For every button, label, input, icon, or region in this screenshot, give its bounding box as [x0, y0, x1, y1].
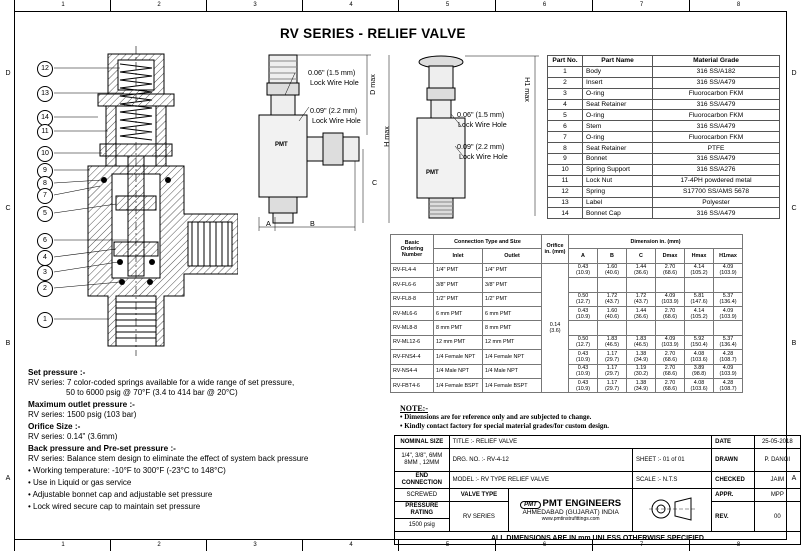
- bullet-item: • Lock wired secure cap to maintain set pressure: [28, 502, 201, 511]
- note-item: • Dimensions are for reference only and are subjected to change.: [400, 413, 592, 421]
- max-outlet-heading: Maximum outlet pressure :-: [28, 400, 135, 409]
- revision-label: REV.: [712, 502, 755, 532]
- dimension-cell: [685, 321, 714, 335]
- dimension-label: C: [372, 178, 378, 187]
- table-row: [548, 99, 780, 110]
- side-letter: B: [791, 340, 797, 347]
- ruler-cell: 7: [592, 540, 690, 551]
- ordering-number-cell: RV-ML8-8: [391, 321, 434, 335]
- ruler-cell: 2: [110, 0, 207, 11]
- orifice-cell: 0.14 (3.6): [542, 263, 569, 393]
- column-header: Part No.: [548, 56, 583, 67]
- spec-text: RV series: Balance stem design to eliminate the effect of system back pressure: [28, 454, 309, 463]
- company-name: PMT ENGINEERS: [542, 498, 622, 509]
- dimension-table: [390, 234, 743, 393]
- side-letter: C: [791, 205, 797, 212]
- end-connection-value: SCREWED: [395, 489, 450, 502]
- part-balloon: 14: [37, 110, 53, 126]
- dimension-cell: 4.09 (103.9): [714, 263, 743, 277]
- outlet-cell: 1/4" PMT: [483, 263, 542, 277]
- materials-table: [547, 55, 780, 219]
- ordering-number-cell: RV-ML6-6: [391, 306, 434, 320]
- part-balloon: 12: [37, 61, 53, 77]
- part-balloon: 7: [37, 188, 53, 204]
- table-row: [548, 143, 780, 154]
- dimension-cell: [627, 321, 656, 335]
- specifications: [28, 368, 308, 512]
- part-number-cell: 9: [548, 154, 583, 165]
- part-balloon: 9: [37, 163, 53, 179]
- material-cell: Fluorocarbon FKM: [653, 88, 780, 99]
- dimension-cell: 0.50 (12.7): [569, 335, 598, 349]
- side-letter: D: [791, 70, 797, 77]
- part-balloon: 10: [37, 146, 53, 162]
- dimension-label: H1 max: [522, 77, 532, 102]
- part-balloon: 13: [37, 86, 53, 102]
- dimension-cell: 5.37 (136.4): [714, 292, 743, 306]
- ruler-cell: 3: [206, 540, 303, 551]
- part-balloon: 11: [37, 124, 53, 140]
- dimension-cell: 4.09 (103.9): [714, 306, 743, 320]
- column-header: Material Grade: [653, 56, 780, 67]
- dimension-cell: 4.09 (103.9): [656, 292, 685, 306]
- part-name-cell: Stem: [583, 121, 653, 132]
- part-balloon: 1: [37, 312, 53, 328]
- ruler-cell: 5: [398, 0, 496, 11]
- part-name-cell: Bonnet: [583, 154, 653, 165]
- dimension-cell: 4.28 (108.7): [714, 378, 743, 392]
- column-header: H1max: [714, 249, 743, 263]
- note-box: [400, 404, 609, 431]
- dimension-cell: [714, 278, 743, 292]
- model-field: MODEL :- RV TYPE RELIEF VALVE: [449, 472, 632, 489]
- checked-value: JAIM: [754, 472, 800, 489]
- dimension-cell: 0.43 (10.9): [569, 263, 598, 277]
- dimension-cell: 4.14 (105.2): [685, 306, 714, 320]
- material-cell: 316 SS/A479: [653, 154, 780, 165]
- company-website: www.pmtinstrufittings.com: [541, 516, 600, 522]
- table-header-row: [548, 56, 780, 67]
- lock-wire-label: 0.06" (1.5 mm): [308, 68, 356, 77]
- table-row: [548, 164, 780, 175]
- column-header: Part Name: [583, 56, 653, 67]
- dimension-cell: [656, 321, 685, 335]
- ordering-number-cell: RV-FL8-8: [391, 292, 434, 306]
- dimension-cell: 1.17 (29.7): [598, 364, 627, 378]
- title-block: [394, 435, 801, 545]
- ordering-number-cell: RV-NS4-4: [391, 364, 434, 378]
- dimension-cell: 1.17 (29.7): [598, 378, 627, 392]
- dimension-cell: 3.89 (98.8): [685, 364, 714, 378]
- bullet-item: • Working temperature: -10°F to 300°F (-23°C to 148°C): [28, 466, 226, 475]
- column-header: A: [569, 249, 598, 263]
- projection-symbol: [633, 489, 712, 532]
- inlet-cell: 1/2" PMT: [434, 292, 483, 306]
- dimension-cell: 4.09 (103.9): [656, 335, 685, 349]
- part-number-cell: 12: [548, 186, 583, 197]
- outlet-cell: 1/4 Female NPT: [483, 350, 542, 364]
- column-header: Outlet: [483, 249, 542, 263]
- dimension-cell: 1.72 (43.7): [598, 292, 627, 306]
- date-value: 25-05-2018: [754, 436, 800, 449]
- side-letter: A: [791, 475, 797, 482]
- table-row: [548, 154, 780, 165]
- ordering-number-cell: RV-FBT4-6: [391, 378, 434, 392]
- title-field: TITLE :- RELIEF VALVE: [449, 436, 712, 449]
- pressure-rating-label: PRESSURE RATING: [395, 502, 450, 519]
- sheet-number: SHEET :- 01 of 01: [633, 449, 712, 472]
- company-address: AHMEDABAD (GUJARAT) INDIA: [522, 509, 619, 516]
- dimension-cell: 2.70 (68.6): [656, 364, 685, 378]
- lock-wire-label: 0.06" (1.5 mm): [457, 110, 505, 119]
- ruler-cell: 2: [110, 540, 207, 551]
- dimension-cell: 5.92 (150.4): [685, 335, 714, 349]
- dimension-cell: 1.60 (40.6): [598, 306, 627, 320]
- lock-wire-label: Lock Wire Hole: [459, 152, 508, 161]
- ruler-cell: 8: [689, 540, 787, 551]
- scale-field: SCALE :- N.T.S: [633, 472, 712, 489]
- dimension-cell: 1.83 (46.5): [627, 335, 656, 349]
- part-name-cell: O-ring: [583, 88, 653, 99]
- ruler-cell: 4: [302, 540, 399, 551]
- outlet-cell: 6 mm PMT: [483, 306, 542, 320]
- column-header: C: [627, 249, 656, 263]
- bullet-item: • Use in Liquid or gas service: [28, 478, 132, 487]
- dimension-cell: 0.50 (12.7): [569, 292, 598, 306]
- inlet-cell: 6 mm PMT: [434, 306, 483, 320]
- dimension-cell: 4.09 (103.9): [714, 364, 743, 378]
- drawn-value: P. DANGI: [754, 449, 800, 472]
- approved-label: APPR.: [712, 489, 755, 502]
- outlet-cell: 12 mm PMT: [483, 335, 542, 349]
- dimension-cell: 2.70 (68.6): [656, 263, 685, 277]
- date-label: DATE: [712, 436, 755, 449]
- dimension-cell: 2.70 (68.6): [656, 378, 685, 392]
- inlet-cell: 1/4 Male NPT: [434, 364, 483, 378]
- part-name-cell: O-ring: [583, 110, 653, 121]
- dimension-cell: [627, 278, 656, 292]
- dimension-cell: 5.37 (136.4): [714, 335, 743, 349]
- pressure-rating-value: 1500 psig: [395, 519, 450, 532]
- dimension-label: H max: [381, 126, 391, 147]
- table-row: [548, 197, 780, 208]
- ruler-cell: 6: [495, 0, 593, 11]
- material-cell: 316 SS/A182: [653, 66, 780, 77]
- part-number-cell: 6: [548, 121, 583, 132]
- table-row: [548, 132, 780, 143]
- dimension-cell: 1.44 (36.6): [627, 263, 656, 277]
- orifice-heading: Orifice Size :-: [28, 422, 81, 431]
- dimension-cell: 0.43 (10.9): [569, 306, 598, 320]
- side-letter: B: [5, 340, 11, 347]
- end-connection-label: END CONNECTION: [395, 472, 450, 489]
- spec-text: RV series: 1500 psig (103 bar): [28, 410, 137, 419]
- part-number-cell: 1: [548, 66, 583, 77]
- ordering-number-cell: RV-FNS4-4: [391, 350, 434, 364]
- part-number-cell: 14: [548, 208, 583, 219]
- lock-wire-label: 0.09" (2.2 mm): [457, 142, 505, 151]
- ruler-cell: 5: [398, 540, 496, 551]
- dimension-cell: 1.72 (43.7): [627, 292, 656, 306]
- dimension-cell: 5.81 (147.6): [685, 292, 714, 306]
- section-view-drawing: [28, 46, 238, 356]
- dimension-cell: [598, 278, 627, 292]
- ordering-number-cell: RV-FL6-6: [391, 278, 434, 292]
- back-pressure-heading: Back pressure and Pre-set pressure :-: [28, 444, 176, 453]
- dimension-cell: 0.43 (10.9): [569, 364, 598, 378]
- ordering-number-cell: RV-ML12-6: [391, 335, 434, 349]
- side-letter: D: [5, 70, 11, 77]
- note-item: • Kindly contact factory for special material grades/for custom design.: [400, 422, 610, 430]
- column-header: Connection Type and Size: [434, 235, 542, 249]
- ruler-cell: 6: [495, 540, 593, 551]
- dimension-cell: 0.43 (10.9): [569, 378, 598, 392]
- inlet-cell: 1/4 Female BSPT: [434, 378, 483, 392]
- table-row: [391, 263, 743, 277]
- company-block: [509, 489, 633, 532]
- column-header: Inlet: [434, 249, 483, 263]
- ordering-number-cell: RV-FL4-4: [391, 263, 434, 277]
- inlet-cell: 1/4" PMT: [434, 263, 483, 277]
- bullet-item: • Adjustable bonnet cap and adjustable set pressure: [28, 490, 213, 499]
- inlet-cell: 8 mm PMT: [434, 321, 483, 335]
- dimension-cell: 1.44 (36.6): [627, 306, 656, 320]
- company-logo: PMT: [520, 501, 541, 509]
- part-balloon: 8: [37, 176, 53, 192]
- dimension-label: A: [266, 219, 271, 228]
- part-name-cell: Body: [583, 66, 653, 77]
- revision-value: 00: [754, 502, 800, 532]
- outlet-cell: 8 mm PMT: [483, 321, 542, 335]
- pmt-mark: PMT: [275, 142, 288, 148]
- table-row: [548, 110, 780, 121]
- column-header: Dimension in. (mm): [569, 235, 743, 249]
- part-name-cell: Spring: [583, 186, 653, 197]
- dimension-cell: 1.38 (34.9): [627, 350, 656, 364]
- checked-label: CHECKED: [712, 472, 755, 489]
- outlet-cell: 3/8" PMT: [483, 278, 542, 292]
- ruler-cell: 3: [206, 0, 303, 11]
- material-cell: 17-4PH powdered metal: [653, 175, 780, 186]
- nominal-size-label: NOMINAL SIZE: [395, 436, 450, 449]
- dimension-label: B: [310, 219, 315, 228]
- spec-text: RV series: 0.14" (3.6mm): [28, 432, 118, 441]
- inlet-cell: 1/4 Female NPT: [434, 350, 483, 364]
- part-number-cell: 3: [548, 88, 583, 99]
- top-ruler: [14, 0, 787, 11]
- part-balloon: 2: [37, 281, 53, 297]
- part-balloon: 6: [37, 233, 53, 249]
- dimension-cell: [685, 278, 714, 292]
- valve-type-value: RV SERIES: [449, 502, 509, 532]
- table-row: [548, 208, 780, 219]
- outlet-cell: 1/2" PMT: [483, 292, 542, 306]
- table-row: [548, 88, 780, 99]
- lock-wire-label: Lock Wire Hole: [458, 120, 507, 129]
- dimensions-note: ALL DIMENSIONS ARE IN mm UNLESS OTHERWISE SPECIFIED: [395, 532, 801, 545]
- column-header: Dmax: [656, 249, 685, 263]
- part-name-cell: Seat Retainer: [583, 143, 653, 154]
- dimension-cell: [656, 278, 685, 292]
- ruler-cell: 7: [592, 0, 690, 11]
- note-heading: NOTE:-: [400, 404, 428, 413]
- table-row: [548, 66, 780, 77]
- material-cell: PTFE: [653, 143, 780, 154]
- part-name-cell: Label: [583, 197, 653, 208]
- inlet-cell: 12 mm PMT: [434, 335, 483, 349]
- part-name-cell: O-ring: [583, 132, 653, 143]
- part-name-cell: Insert: [583, 77, 653, 88]
- dimension-cell: 4.08 (103.6): [685, 350, 714, 364]
- inlet-cell: 3/8" PMT: [434, 278, 483, 292]
- dimension-cell: [714, 321, 743, 335]
- material-cell: 316 SS/A276: [653, 164, 780, 175]
- ruler-cell: 4: [302, 0, 399, 11]
- column-header: Hmax: [685, 249, 714, 263]
- dimension-cell: [598, 321, 627, 335]
- side-letter: C: [5, 205, 11, 212]
- dimension-cell: 4.14 (105.2): [685, 263, 714, 277]
- part-number-cell: 13: [548, 197, 583, 208]
- nominal-size-value: 1/4", 3/8", 6MM 8MM , 12MM: [395, 449, 450, 472]
- dimension-cell: 4.08 (103.6): [685, 378, 714, 392]
- material-cell: 316 SS/A479: [653, 208, 780, 219]
- dimension-cell: 4.28 (108.7): [714, 350, 743, 364]
- approved-value: MPP: [754, 489, 800, 502]
- part-number-cell: 7: [548, 132, 583, 143]
- outlet-cell: 1/4 Male NPT: [483, 364, 542, 378]
- table-row: [548, 121, 780, 132]
- dimension-cell: [569, 321, 598, 335]
- part-number-cell: 8: [548, 143, 583, 154]
- part-number-cell: 11: [548, 175, 583, 186]
- material-cell: Fluorocarbon FKM: [653, 132, 780, 143]
- material-cell: 316 SS/A479: [653, 99, 780, 110]
- dimension-cell: 1.17 (29.7): [598, 350, 627, 364]
- part-number-cell: 5: [548, 110, 583, 121]
- material-cell: 316 SS/A479: [653, 77, 780, 88]
- column-header: Orifice in. (mm): [542, 235, 569, 264]
- part-number-cell: 10: [548, 164, 583, 175]
- dimension-label: D max: [367, 74, 377, 95]
- part-name-cell: Bonnet Cap: [583, 208, 653, 219]
- outlet-cell: 1/4 Female BSPT: [483, 378, 542, 392]
- dimension-cell: 1.19 (30.2): [627, 364, 656, 378]
- part-balloon: 3: [37, 265, 53, 281]
- pmt-mark: PMT: [426, 170, 439, 176]
- valve-type-label: VALVE TYPE: [449, 489, 509, 502]
- material-cell: Fluorocarbon FKM: [653, 110, 780, 121]
- drawn-label: DRAWN: [712, 449, 755, 472]
- lock-wire-label: 0.09" (2.2 mm): [310, 106, 358, 115]
- drawing-number: DRG. NO. :- RV-4-12: [449, 449, 632, 472]
- material-cell: Polyester: [653, 197, 780, 208]
- material-cell: S17700 SS/AMS 5678: [653, 186, 780, 197]
- part-number-cell: 4: [548, 99, 583, 110]
- ruler-cell: 8: [689, 0, 787, 11]
- part-name-cell: Spring Support: [583, 164, 653, 175]
- part-name-cell: Seat Retainer: [583, 99, 653, 110]
- part-balloon: 4: [37, 250, 53, 266]
- ruler-cell: 1: [14, 0, 111, 11]
- lock-wire-label: Lock Wire Hole: [312, 116, 361, 125]
- spec-text: RV series: 7 color-coded springs available for a wide range of set pressure,: [28, 378, 295, 387]
- dimension-cell: 1.38 (34.9): [627, 378, 656, 392]
- dimension-cell: 0.43 (10.9): [569, 350, 598, 364]
- page-title: RV SERIES - RELIEF VALVE: [280, 26, 466, 41]
- part-name-cell: Lock Nut: [583, 175, 653, 186]
- column-header: B: [598, 249, 627, 263]
- table-row: [548, 186, 780, 197]
- set-pressure-heading: Set pressure :-: [28, 368, 86, 377]
- spec-text: 50 to 6000 psig @ 70°F (3.4 to 414 bar @ 20°C): [66, 388, 238, 397]
- material-cell: 316 SS/A479: [653, 121, 780, 132]
- part-number-cell: 2: [548, 77, 583, 88]
- dimension-cell: 2.70 (68.6): [656, 306, 685, 320]
- part-balloon: 5: [37, 206, 53, 222]
- table-row: [548, 77, 780, 88]
- ruler-cell: 1: [14, 540, 111, 551]
- side-letter: A: [5, 475, 11, 482]
- dimension-cell: 2.70 (68.6): [656, 350, 685, 364]
- table-row: [548, 175, 780, 186]
- column-header: Basic Ordering Number: [391, 235, 434, 264]
- dimension-cell: [569, 278, 598, 292]
- dimension-cell: 1.83 (46.5): [598, 335, 627, 349]
- lock-wire-label: Lock Wire Hole: [310, 78, 359, 87]
- dimension-cell: 1.60 (40.6): [598, 263, 627, 277]
